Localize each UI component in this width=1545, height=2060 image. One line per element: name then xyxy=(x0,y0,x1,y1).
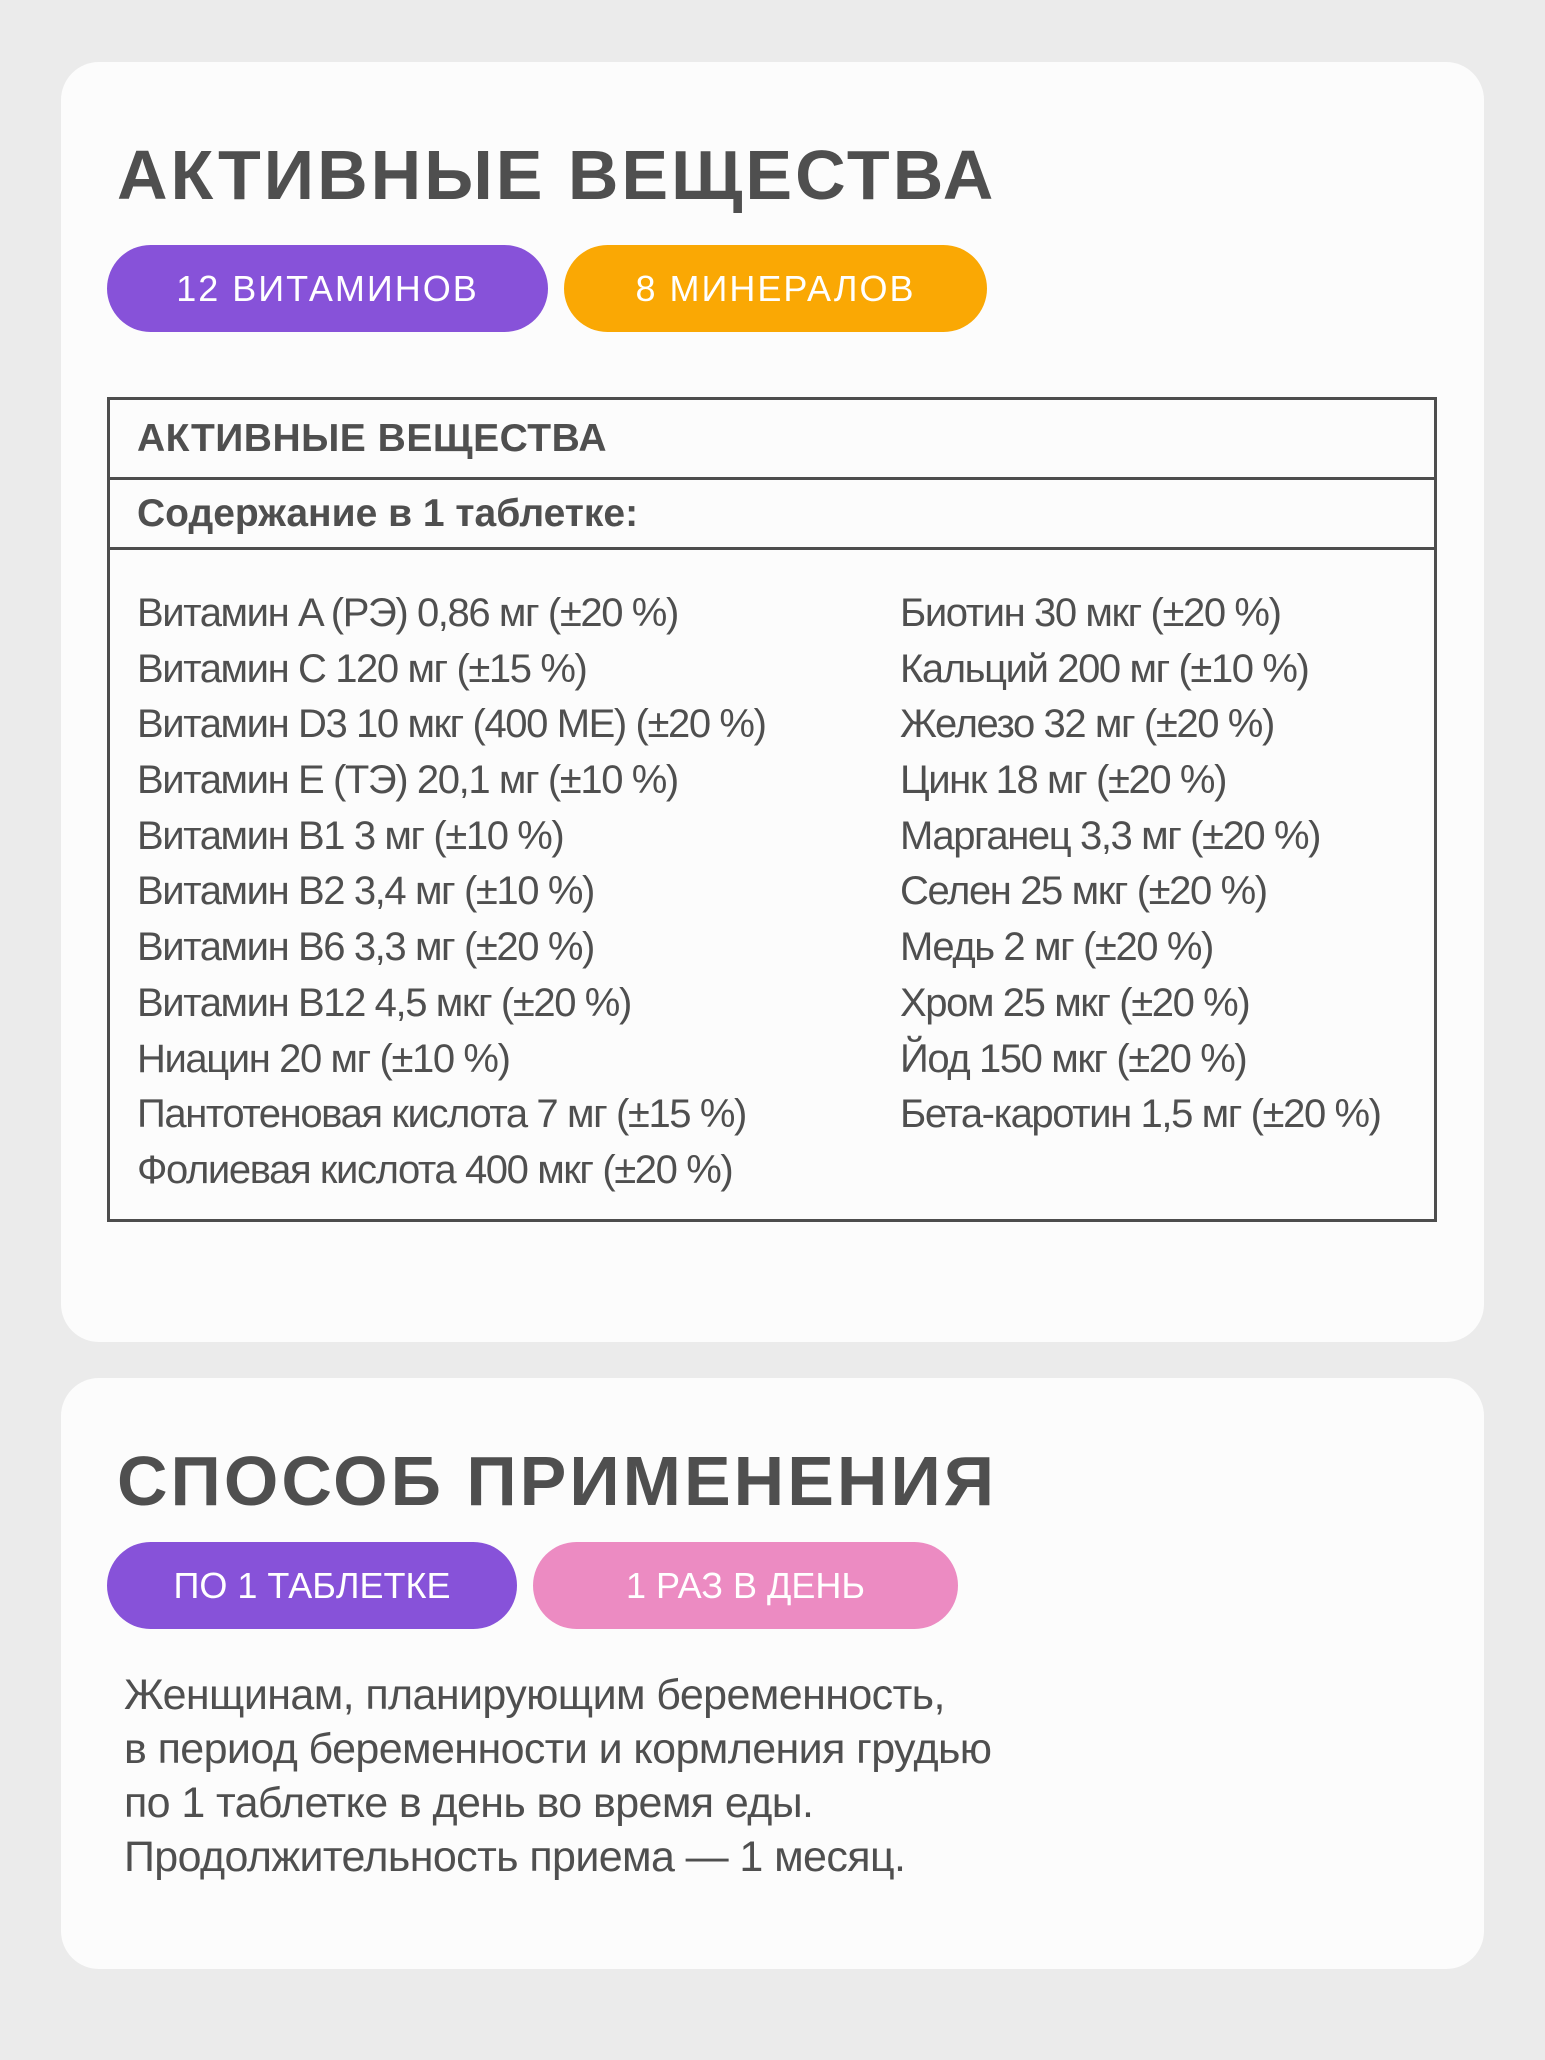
composition-item: Медь 2 мг (±20 %) xyxy=(900,925,1213,970)
composition-table-subheader: Содержание в 1 таблетке: xyxy=(110,480,1434,550)
composition-item: Витамин E (ТЭ) 20,1 мг (±10 %) xyxy=(137,758,678,803)
composition-item: Витамин D3 10 мкг (400 МЕ) (±20 %) xyxy=(137,702,766,747)
minerals-column xyxy=(900,586,1381,1199)
composition-item: Витамин C 120 мг (±15 %) xyxy=(137,646,587,691)
composition-item: Марганец 3,3 мг (±20 %) xyxy=(900,813,1321,858)
composition-item: Биотин 30 мкг (±20 %) xyxy=(900,591,1281,635)
composition-item: Ниацин 20 мг (±10 %) xyxy=(137,1036,510,1081)
composition-item: Цинк 18 мг (±20 %) xyxy=(900,758,1227,803)
active-substances-card xyxy=(61,62,1484,1342)
usage-line: в период беременности и кормления грудью xyxy=(124,1725,992,1773)
active-substances-badges xyxy=(107,245,987,332)
composition-item: Витамин B12 4,5 мкг (±20 %) xyxy=(137,980,631,1025)
composition-item: Бета-каротин 1,5 мг (±20 %) xyxy=(900,1092,1381,1137)
composition-table xyxy=(107,397,1437,1222)
usage-line: по 1 таблетке в день во время еды. xyxy=(124,1779,814,1827)
composition-item: Витамин B1 3 мг (±10 %) xyxy=(137,813,564,858)
frequency-badge: 1 РАЗ В ДЕНЬ xyxy=(533,1542,958,1629)
composition-table-header: АКТИВНЫЕ ВЕЩЕСТВА xyxy=(110,400,1434,480)
composition-item: Пантотеновая кислота 7 мг (±15 %) xyxy=(137,1092,746,1137)
minerals-count-badge: 8 МИНЕРАЛОВ xyxy=(564,245,987,332)
composition-item: Витамин B2 3,4 мг (±10 %) xyxy=(137,869,594,914)
composition-table-body xyxy=(110,550,1434,1199)
composition-item: Витамин B6 3,3 мг (±20 %) xyxy=(137,925,594,970)
composition-item: Железо 32 мг (±20 %) xyxy=(900,702,1274,747)
usage-badges xyxy=(107,1542,958,1629)
composition-item: Йод 150 мкг (±20 %) xyxy=(900,1036,1247,1081)
usage-instructions xyxy=(124,1668,991,1884)
dose-badge: ПО 1 ТАБЛЕТКЕ xyxy=(107,1542,517,1629)
usage-card xyxy=(61,1378,1484,1969)
composition-item: Витамин A (РЭ) 0,86 мг (±20 %) xyxy=(137,591,678,635)
composition-item: Селен 25 мкг (±20 %) xyxy=(900,869,1267,914)
composition-item: Хром 25 мкг (±20 %) xyxy=(900,980,1250,1025)
vitamins-column xyxy=(137,586,900,1199)
composition-item: Фолиевая кислота 400 мкг (±20 %) xyxy=(137,1147,733,1192)
usage-line: Продолжительность приема — 1 месяц. xyxy=(124,1833,906,1881)
usage-title: СПОСОБ ПРИМЕНЕНИЯ xyxy=(117,1442,998,1520)
active-substances-title: АКТИВНЫЕ ВЕЩЕСТВА xyxy=(117,136,997,214)
composition-item: Кальций 200 мг (±10 %) xyxy=(900,646,1309,691)
usage-line: Женщинам, планирующим беременность, xyxy=(124,1671,945,1719)
vitamins-count-badge: 12 ВИТАМИНОВ xyxy=(107,245,548,332)
